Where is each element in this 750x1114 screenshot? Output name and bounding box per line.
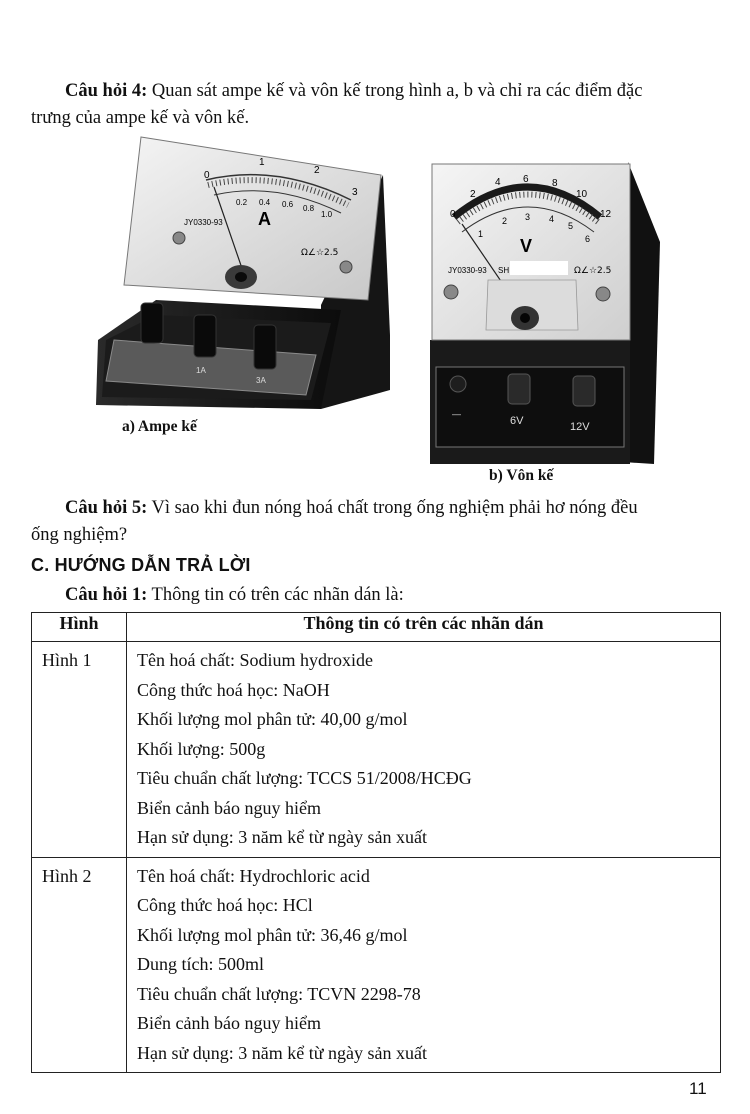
ammeter-unit: A xyxy=(258,209,271,229)
info-line: Tiêu chuẩn chất lượng: TCVN 2298-78 xyxy=(137,983,421,1004)
voltmeter-scale-bottom-1: 2 xyxy=(502,216,508,226)
table-row xyxy=(32,857,721,1073)
voltmeter-terminal-12v: 12V xyxy=(570,421,590,433)
table-header-info: Thông tin có trên các nhãn dán xyxy=(127,613,721,642)
ammeter-scale-bottom-1: 0.4 xyxy=(259,198,271,207)
voltmeter-scale-top-5: 10 xyxy=(576,189,588,200)
voltmeter-scale-bottom-4: 5 xyxy=(568,221,574,231)
ammeter-caption: a) Ampe kế xyxy=(122,418,197,435)
voltmeter-class-mark: Ω∠☆2.5 xyxy=(574,266,612,276)
table-row xyxy=(32,642,721,858)
info-line: Hạn sử dụng: 3 năm kể từ ngày sản xuất xyxy=(137,827,427,847)
ammeter-terminal-1a: 1A xyxy=(196,366,206,375)
info-line: Khối lượng: 500g xyxy=(137,738,266,759)
voltmeter-scale-top-3: 6 xyxy=(523,174,529,185)
voltmeter-scale-top-2: 4 xyxy=(495,177,501,188)
voltmeter-caption: b) Vôn kế xyxy=(489,467,554,484)
info-line: Tên hoá chất: Sodium hydroxide xyxy=(137,650,373,670)
ammeter-scale-bottom-3: 0.8 xyxy=(303,204,315,213)
voltmeter-scale-top-1: 2 xyxy=(470,189,476,200)
ammeter-class-mark: Ω∠☆2.5 xyxy=(301,248,339,258)
ammeter-terminal-3a: 3A xyxy=(256,376,266,385)
voltmeter-terminal-6v: 6V xyxy=(510,415,524,427)
question-5-text: Vì sao khi đun nóng hoá chất trong ống nghiệm phải hơ nóng đều xyxy=(147,498,638,518)
voltmeter-scale-top-4: 8 xyxy=(552,178,558,189)
info-line: Hạn sử dụng: 3 năm kể từ ngày sản xuất xyxy=(137,1042,427,1063)
voltmeter-scale-top-6: 12 xyxy=(600,209,612,220)
question-4-line-2: trưng của ampe kế và vôn kế. xyxy=(31,108,250,128)
info-line: Tên hoá chất: Hydrochloric acid xyxy=(137,865,370,886)
voltmeter-scale-top-0: 0 xyxy=(450,209,456,220)
voltmeter-terminal-minus: — xyxy=(452,409,461,419)
ammeter-scale-top-3: 3 xyxy=(352,187,358,198)
info-line: Biển cảnh báo nguy hiểm xyxy=(137,1013,321,1033)
table-header-figure: Hình xyxy=(32,613,127,642)
question-1-label: Câu hỏi 1: xyxy=(65,585,148,605)
ammeter-image xyxy=(96,135,390,409)
section-c-heading: C. HƯỚNG DẪN TRẢ LỜI xyxy=(31,555,251,575)
info-line: Khối lượng mol phân tử: 36,46 g/mol xyxy=(137,924,408,945)
page-number: 11 xyxy=(689,1079,707,1098)
voltmeter-model: JY0330-93 xyxy=(448,266,487,275)
question-4-label: Câu hỏi 4: xyxy=(65,81,148,101)
question-4-line-1 xyxy=(65,77,642,105)
info-line: Tiêu chuẩn chất lượng: TCCS 51/2008/HCĐG xyxy=(137,768,472,788)
voltmeter-scale-bottom-2: 3 xyxy=(525,212,531,222)
question-5-line-1 xyxy=(65,494,638,522)
voltmeter-model-suffix: SH xyxy=(498,266,510,275)
question-1-line xyxy=(65,581,404,609)
table-header-row xyxy=(32,613,721,642)
ammeter-scale-bottom-2: 0.6 xyxy=(282,200,294,209)
question-5-line-2: ống nghiệm? xyxy=(31,525,128,545)
info-line: Công thức hoá học: HCl xyxy=(137,895,313,915)
question-5-label: Câu hỏi 5: xyxy=(65,498,148,518)
ammeter-scale-top-1: 1 xyxy=(259,157,265,168)
voltmeter-unit: V xyxy=(520,236,533,256)
table-cell-info-2 xyxy=(127,857,721,1073)
question-1-text: Thông tin có trên các nhãn dán là: xyxy=(147,585,404,605)
question-4-text: Quan sát ampe kế và vôn kế trong hình a, b và chỉ ra các điểm đặc xyxy=(147,81,643,101)
voltmeter-image xyxy=(428,162,660,464)
info-line: Dung tích: 500ml xyxy=(137,954,264,974)
info-line: Công thức hoá học: NaOH xyxy=(137,679,330,700)
voltmeter-scale-bottom-5: 6 xyxy=(585,234,591,244)
info-line: Khối lượng mol phân tử: 40,00 g/mol xyxy=(137,709,408,729)
ammeter-scale-top-0: 0 xyxy=(204,170,210,181)
ammeter-scale-bottom-0: 0.2 xyxy=(236,198,248,207)
label-info-table xyxy=(31,612,721,1073)
table-cell-figure-1: Hình 1 xyxy=(32,642,127,858)
ammeter-scale-bottom-4: 1.0 xyxy=(321,210,333,219)
ammeter-scale-top-2: 2 xyxy=(314,165,320,176)
table-cell-info-1 xyxy=(127,642,721,858)
info-line: Biển cảnh báo nguy hiểm xyxy=(137,797,321,818)
voltmeter-scale-bottom-3: 4 xyxy=(549,214,555,224)
ammeter-model: JY0330-93 xyxy=(184,218,223,227)
table-cell-figure-2: Hình 2 xyxy=(32,857,127,1073)
voltmeter-scale-bottom-0: 1 xyxy=(478,229,484,239)
